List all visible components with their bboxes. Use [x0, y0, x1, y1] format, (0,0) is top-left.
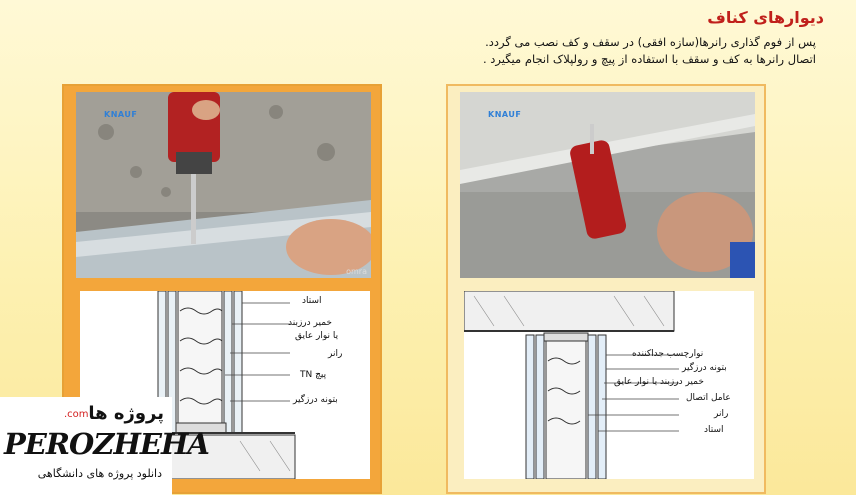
drilling-floor-illustration — [76, 92, 371, 278]
logo-tagline: دانلود پروژه های دانشگاهی — [37, 467, 162, 480]
ceiling-runner-drawing — [464, 291, 754, 479]
right-panel — [446, 84, 766, 494]
label-stud: استاد — [704, 425, 724, 435]
slide-text — [296, 34, 816, 68]
knauf-watermark: KNAUF — [104, 110, 138, 119]
drilling-ceiling-photo — [460, 92, 755, 278]
label-runner: رانر — [328, 349, 343, 359]
label-joint-compound-tape: خمیر درزبند یا نوار عایق — [614, 377, 704, 387]
label-runner: رانر — [714, 409, 729, 419]
label-sealant: بتونه درزگیر — [293, 395, 338, 405]
label-sealant: بتونه درزگیر — [682, 363, 727, 373]
photo-corner-text: omra — [346, 267, 367, 276]
label-connector: عامل اتصال — [686, 393, 731, 403]
drilling-floor-photo — [76, 92, 371, 278]
text-line-1: پس از فوم گذاری رانرها(سازه افقی) در سقف و کف نصب می گردد. — [485, 35, 816, 49]
ceiling-runner-diagram — [464, 291, 754, 479]
label-insulation-tape: یا نوار عایق — [295, 331, 339, 341]
perozheha-logo — [0, 397, 209, 495]
label-stud: استاد — [302, 296, 322, 306]
slide-title: دیوارهای کناف — [707, 8, 824, 27]
logo-domain: .com — [64, 409, 89, 420]
label-tn-screw: پیچ TN — [300, 370, 327, 380]
logo-name-en: PEROZHEHA — [4, 427, 209, 461]
label-separating-tape: نوارچسب جداکننده — [632, 349, 704, 359]
drilling-ceiling-illustration — [460, 92, 755, 278]
logo-name-fa: پروژه ها — [88, 403, 164, 424]
knauf-watermark-right: KNAUF — [488, 110, 522, 119]
label-joint-compound: خمیر درزبند — [288, 318, 332, 328]
text-line-2: اتصال رانرها به کف و سقف با استفاده از پیچ و رولپلاک انجام میگیرد . — [482, 52, 816, 66]
